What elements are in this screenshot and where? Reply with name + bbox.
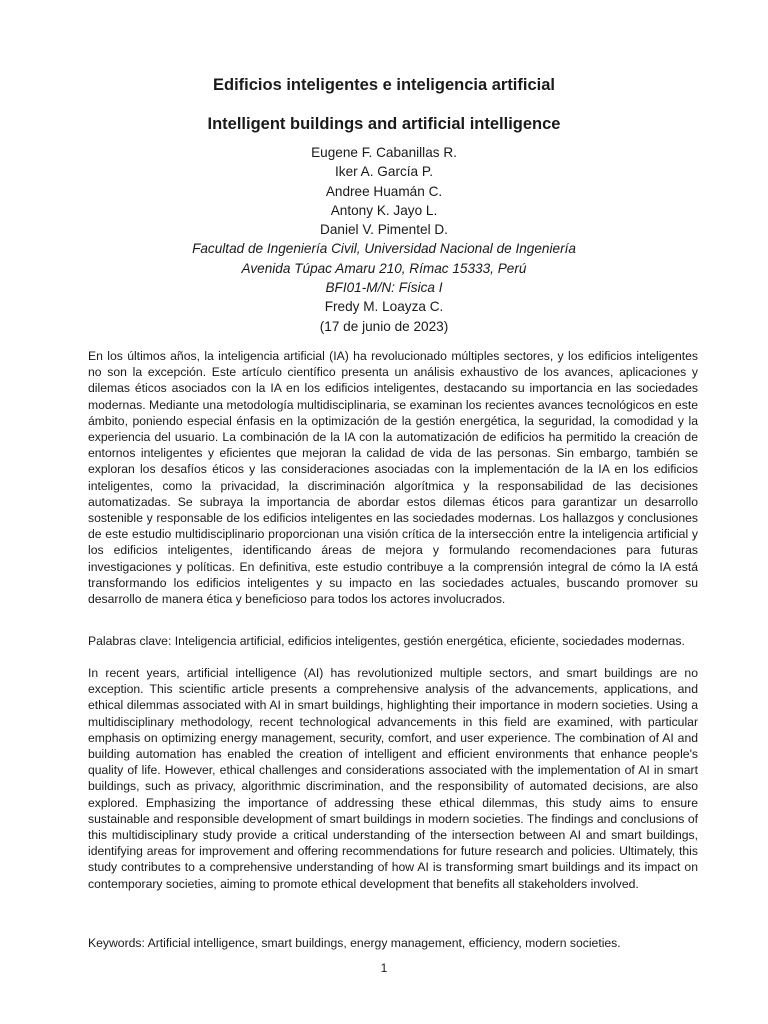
author-block [0,143,768,336]
abstract-english: In recent years, artificial intelligence (AI) has revolutionized multiple sectors, and smart buildings are no exception. This scientific article presents a comprehensive analysis of the advancements, applications, and ethical dilemmas associated with AI in smart buildings, highlighting their importance in modern societies. Using a multidisciplinary methodology, recent technological advancements in this field are examined, with particular emphasis on optimizing energy management, security, comfort, and user experience. The combination of AI and building automation has enabled the creation of intelligent and efficient environments that enhance people's quality of life. However, ethical challenges and considerations associated with the implementation of AI in smart buildings, such as privacy, algorithmic discrimination, and the responsibility of automated decisions, are also explored. Emphasizing the importance of addressing these ethical dilemmas, this study aims to ensure sustainable and responsible development of smart buildings in modern societies. The findings and conclusions of this multidisciplinary study provide a critical understanding of the intersection between AI and smart buildings, identifying areas for improvement and offering recommendations for future research and policies. Ultimately, this study contributes to a comprehensive understanding of how AI is transforming smart buildings and its impact on contemporary societies, aiming to promote ethical development that benefits all stakeholders involved. [88,666,698,891]
author-name: Eugene F. Cabanillas R. [311,145,457,160]
author-name: Daniel V. Pimentel D. [320,222,448,238]
keywords-english: Keywords: Artificial intelligence, smart buildings, energy management, efficiency, modern societies. [88,936,621,950]
course-code: BFI01-M/N: Física I [325,280,443,296]
author-name: Antony K. Jayo L. [330,202,438,218]
professor-name: Fredy M. Loayza C. [324,299,444,315]
abstract-spanish: En los últimos años, la inteligencia artificial (IA) ha revolucionado múltiples sectores, y los edificios inteligentes no son la excepción. Este artículo científico presenta un análisis exhaustivo de los avances, aplicaciones y dilemas éticos asociados con la IA en los edificios inteligentes, destacando su importancia en las sociedades modernas. Mediante una metodología multidisciplinaria, se examinan los recientes avances tecnológicos en este ámbito, poniendo especial énfasis en la optimización de la gestión energética, la seguridad, la comodidad y la experiencia del usuario. La combinación de la IA con la automatización de edificios ha permitido la creación de entornos inteligentes y eficientes que mejoran la calidad de vida de las personas. Sin embargo, también se exploran los desafíos éticos y las consideraciones asociadas con la implementación de la IA en los edificios inteligentes, como la privacidad, la discriminación algorítmica y la responsabilidad de las decisiones automatizadas. Se subraya la importancia de abordar estos dilemas éticos para garantizar un desarrollo sostenible y responsable de los edificios inteligentes en las sociedades modernas. Los hallazgos y conclusiones de este estudio multidisciplinario proporcionan una visión crítica de la intersección entre la inteligencia artificial y los edificios inteligentes, identificando áreas de mejora y formulando recomendaciones para futuras investigaciones y políticas. En definitiva, este estudio contribuye a la comprensión integral de cómo la IA está transformando los edificios inteligentes y su impacto en las sociedades actuales, buscando promover su desarrollo de manera ética y beneficioso para todos los actores involucrados. [88,349,698,607]
author-name: Andree Huamán C. [325,183,443,199]
publication-date: (17 de junio de 2023) [319,318,449,334]
page-number: 1 [380,961,388,975]
paper-title-spanish: Edificios inteligentes e inteligencia artificial [212,76,555,94]
address: Avenida Túpac Amaru 210, Rímac 15333, Perú [241,260,527,276]
keywords-spanish: Palabras clave: Inteligencia artificial, edificios inteligentes, gestión energética, eficiente, sociedades modernas. [88,634,685,648]
paper-title-english: Intelligent buildings and artificial intelligence [207,115,561,133]
author-name: Iker A. García P. [335,164,433,180]
affiliation: Facultad de Ingeniería Civil, Universidad Nacional de Ingeniería [192,241,576,257]
